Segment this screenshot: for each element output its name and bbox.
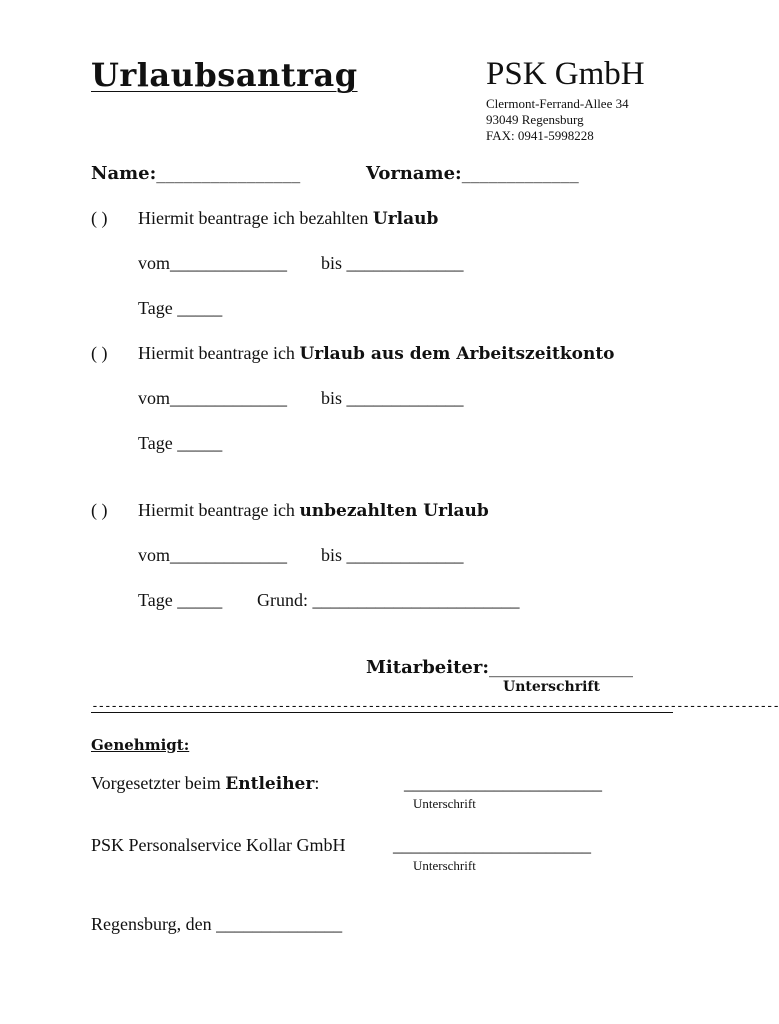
option3-text xyxy=(138,500,489,521)
option3-checkbox[interactable]: ( ) xyxy=(91,500,108,520)
option1-bold: Urlaub xyxy=(372,209,439,229)
name-field-row[interactable] xyxy=(91,163,300,184)
option2-bold: Urlaub aus dem Arbeitszeitkonto xyxy=(299,344,615,364)
employee-label: Mitarbeiter: xyxy=(366,657,489,678)
option1-bis[interactable]: bis _____________ xyxy=(321,253,464,273)
company-street: Clermont-Ferrand-Allee 34 xyxy=(486,96,629,111)
supervisor-bold: Entleiher xyxy=(225,774,315,794)
option3-vom[interactable]: vom_____________ xyxy=(138,545,288,565)
option2-vom[interactable]: vom_____________ xyxy=(138,388,288,408)
supervisor-colon: : xyxy=(314,773,320,793)
option3-grund[interactable]: Grund: _______________________ xyxy=(257,590,520,610)
option1-vom[interactable]: vom_____________ xyxy=(138,253,288,273)
psk-signature-blank[interactable]: ______________________ xyxy=(393,835,591,855)
option2-tage[interactable]: Tage _____ xyxy=(138,433,223,453)
employee-signature-caption: Unterschrift xyxy=(503,679,600,695)
form-title: Urlaubsantrag xyxy=(91,56,358,94)
approval-heading: Genehmigt: xyxy=(91,736,190,754)
vorname-label: Vorname: xyxy=(366,163,462,184)
dashed-separator: ----------------------------------------------------------------------------------------------------------- xyxy=(91,699,779,714)
option1-text xyxy=(138,208,438,229)
option2-checkbox[interactable]: ( ) xyxy=(91,343,108,363)
vorname-blank[interactable]: _____________ xyxy=(461,163,579,184)
supervisor-label: Vorgesetzter beim xyxy=(91,773,226,793)
option1-checkbox[interactable]: ( ) xyxy=(91,208,108,228)
vorname-field-row[interactable] xyxy=(366,163,579,184)
supervisor-signature-blank[interactable]: ______________________ xyxy=(404,773,602,793)
option2-label: Hiermit beantrage ich xyxy=(138,343,300,363)
employee-blank[interactable]: ________________ xyxy=(489,657,633,678)
psk-label: PSK Personalservice Kollar GmbH xyxy=(91,835,346,855)
company-fax: FAX: 0941-5998228 xyxy=(486,128,594,143)
name-label: Name: xyxy=(91,163,157,184)
option1-label: Hiermit beantrage ich bezahlten xyxy=(138,208,373,228)
separator-rule xyxy=(91,712,673,713)
company-name: PSK GmbH xyxy=(486,56,645,92)
option2-text xyxy=(138,343,615,364)
option1-tage[interactable]: Tage _____ xyxy=(138,298,223,318)
option2-bis[interactable]: bis _____________ xyxy=(321,388,464,408)
psk-signature-caption: Unterschrift xyxy=(413,858,476,873)
place-date-field[interactable]: Regensburg, den ______________ xyxy=(91,914,343,934)
option3-bis[interactable]: bis _____________ xyxy=(321,545,464,565)
supervisor-label-row xyxy=(91,773,319,794)
employee-signature-row[interactable] xyxy=(366,657,633,678)
company-city: 93049 Regensburg xyxy=(486,112,584,127)
option3-label: Hiermit beantrage ich xyxy=(138,500,300,520)
option3-tage[interactable]: Tage _____ xyxy=(138,590,223,610)
option3-bold: unbezahlten Urlaub xyxy=(299,501,489,521)
name-blank[interactable]: ________________ xyxy=(156,163,301,184)
supervisor-signature-caption: Unterschrift xyxy=(413,796,476,811)
